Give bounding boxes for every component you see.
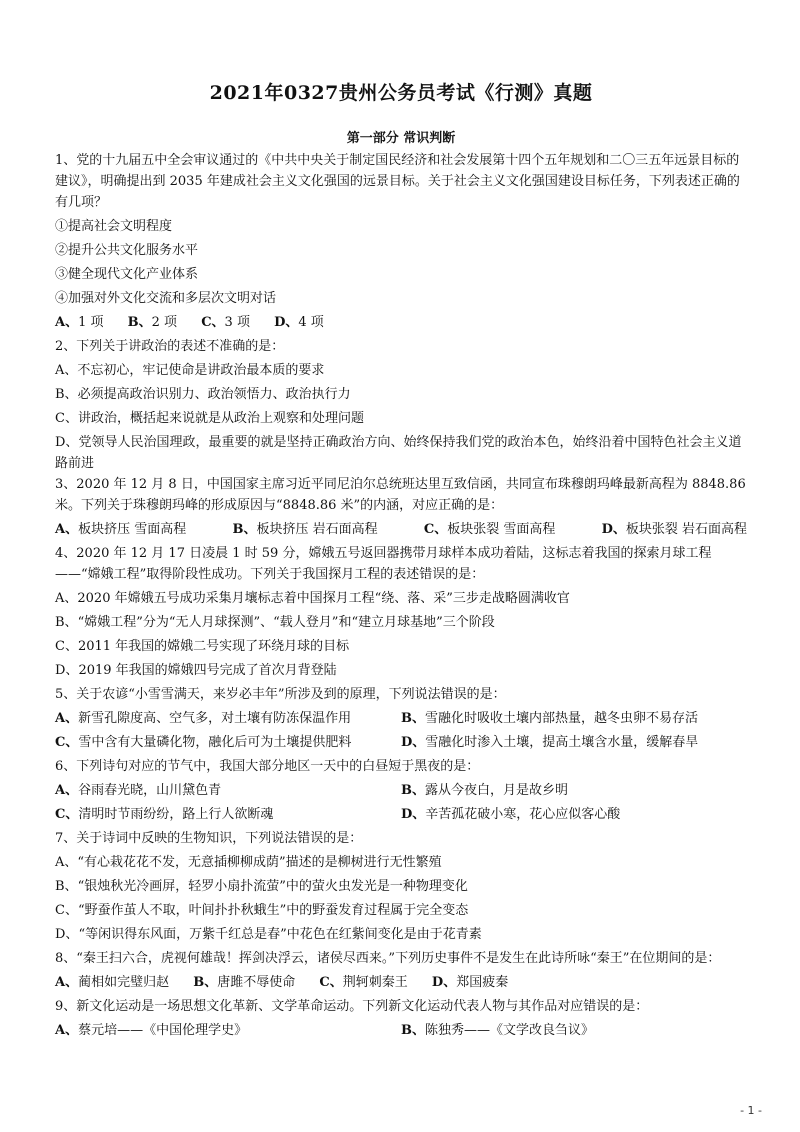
question-1-item-4: ④加强对外文化交流和多层次文明对话 — [55, 291, 277, 306]
option-text: 党领导人民治国理政，最重要的就是坚持正确政治方向、始终保持我们党的政治本色，始终沿着中国特色社会主义道路前进 — [55, 435, 742, 471]
question-5-option-b — [401, 708, 747, 729]
option-key: A、 — [55, 975, 79, 990]
option-text: 4 项 — [298, 315, 324, 330]
option-key: A、 — [55, 363, 78, 378]
section-title: 第一部分 常识判断 — [346, 131, 456, 146]
question-4-stem: 4、2020 年 12 月 17 日凌晨 1 时 59 分，嫦娥五号返回器携带月球样本成功着陆，这标志着我国的探索月球工程——“嫦娥工程”取得阶段性成功。下列关于我国探月工程的表述错误的是： — [55, 546, 712, 582]
option-key: B、 — [55, 879, 78, 894]
option-text: 新雪孔隙度高、空气多，对土壤有防冻保温作用 — [78, 711, 352, 726]
question-1-options — [55, 312, 747, 333]
question-8-option-d — [432, 972, 508, 993]
option-text: 露从今夜白，月是故乡明 — [425, 783, 569, 798]
option-key: D、 — [55, 435, 79, 450]
question-7-option-a — [55, 852, 747, 873]
question-6-option-d — [401, 804, 747, 825]
question-3-stem: 3、2020 年 12 月 8 日，中国国家主席习近平同尼泊尔总统班达里互致信函，共同宣布珠穆朗玛峰最新高程为 8848.86 米。下列关于珠穆朗玛峰的形成原因与“8848.86 米”的内涵，对应正确的是： — [55, 477, 746, 513]
question-2-option-d — [55, 432, 747, 474]
question-1-option-d — [274, 312, 324, 333]
question-7-option-c — [55, 900, 747, 921]
question-6-options-row-2 — [55, 804, 747, 825]
option-text: 不忘初心，牢记使命是讲政治最本质的要求 — [77, 363, 325, 378]
document-title: 2021年0327贵州公务员考试《行测》真题 — [209, 82, 593, 104]
question-2-stem: 2、下列关于讲政治的表述不准确的是： — [55, 339, 285, 354]
option-text: “有心栽花花不发，无意插柳柳成荫”描述的是柳树进行无性繁殖 — [77, 855, 442, 870]
option-key: D、 — [431, 975, 457, 990]
option-key: D、 — [274, 315, 299, 330]
option-text: 雪融化时吸收土壤内部热量，越冬虫卵不易存活 — [425, 711, 699, 726]
question-3-option-a — [55, 519, 186, 540]
question-6-option-b — [401, 780, 747, 801]
question-1-item-1: ①提高社会文明程度 — [55, 219, 173, 234]
option-key: A、 — [55, 783, 79, 798]
option-key: D、 — [601, 522, 626, 537]
option-text: 板块挤压 岩石面高程 — [256, 522, 378, 537]
option-key: D、 — [401, 735, 426, 750]
question-2-option-c — [55, 408, 747, 429]
option-text: 2011 年我国的嫦娥二号实现了环绕月球的目标 — [77, 639, 350, 654]
question-5-option-d — [401, 732, 747, 753]
option-key: C、 — [55, 639, 78, 654]
option-key: B、 — [232, 522, 257, 537]
question-8-option-c — [319, 972, 407, 993]
option-key: B、 — [127, 315, 152, 330]
question-6-options-row-1 — [55, 780, 747, 801]
question-1-option-c — [201, 312, 250, 333]
question-9-option-b — [401, 1020, 747, 1041]
option-text: 讲政治，概括起来说就是从政治上观察和处理问题 — [77, 411, 364, 426]
option-key: A、 — [55, 855, 78, 870]
question-8-option-b — [193, 972, 295, 993]
option-text: 唐雎不辱使命 — [217, 975, 296, 990]
option-key: C、 — [423, 522, 448, 537]
option-key: B、 — [401, 711, 425, 726]
question-5-options-row-2 — [55, 732, 747, 753]
option-text: 板块挤压 雪面高程 — [78, 522, 187, 537]
option-text: 蔺相如完璧归赵 — [78, 975, 170, 990]
option-key: A、 — [55, 315, 79, 330]
document-page — [55, 78, 747, 1044]
question-8-options — [55, 972, 747, 993]
option-text: 3 项 — [224, 315, 250, 330]
option-text: 荆轲刺秦王 — [342, 975, 408, 990]
option-key: A、 — [55, 711, 79, 726]
question-5-options-row-1 — [55, 708, 747, 729]
option-text: “嫦娥工程”分为“无人月球探测”、“载人登月”和“建立月球基地”三个阶段 — [77, 615, 495, 630]
question-5-option-a — [55, 708, 401, 729]
option-text: 雪融化时渗入土壤，提高土壤含水量，缓解春旱 — [425, 735, 699, 750]
option-key: B、 — [193, 975, 218, 990]
question-6-option-c — [55, 804, 401, 825]
option-key: D、 — [401, 807, 426, 822]
question-3-option-c — [424, 519, 556, 540]
question-8-option-a — [55, 972, 169, 993]
option-key: A、 — [55, 591, 78, 606]
option-key: D、 — [55, 927, 79, 942]
option-text: “银烛秋光冷画屏，轻罗小扇扑流萤”中的萤火虫发光是一种物理变化 — [77, 879, 468, 894]
question-5-option-c — [55, 732, 401, 753]
question-1-option-a — [55, 312, 104, 333]
question-6-stem: 6、下列诗句对应的节气中，我国大部分地区一天中的白昼短于黑夜的是： — [55, 759, 480, 774]
question-8-stem: 8、“秦王扫六合，虎视何雄哉！挥剑决浮云，诸侯尽西来。”下列历史事件不是发生在此诗所咏“秦王”在位期间的是： — [55, 951, 721, 966]
question-9-stem: 9、新文化运动是一场思想文化革新、文学革命运动。下列新文化运动代表人物与其作品对应错误的是： — [55, 999, 649, 1014]
question-1-item-2: ②提升公共文化服务水平 — [55, 243, 199, 258]
option-text: 2019 年我国的嫦娥四号完成了首次月背登陆 — [78, 663, 337, 678]
option-text: 2 项 — [151, 315, 178, 330]
question-4-option-a — [55, 588, 747, 609]
question-1-stem: 1、党的十九届五中全会审议通过的《中共中央关于制定国民经济和社会发展第十四个五年规划和二〇三五年远景目标的建议》，明确提出到 2035 年建成社会主义文化强国的远景目标。关于社会主义文化强国建设目标任务，下列表述正确的有几项？ — [55, 153, 740, 210]
page-number: - 1 - — [740, 1104, 762, 1117]
question-1-item-3: ③健全现代文化产业体系 — [55, 267, 199, 282]
question-4-option-c — [55, 636, 747, 657]
option-key: C、 — [55, 807, 79, 822]
question-2-option-a — [55, 360, 747, 381]
option-text: 陈独秀——《文学改良刍议》 — [425, 1023, 595, 1038]
question-9-options — [55, 1020, 747, 1041]
option-text: 蔡元培——《中国伦理学史》 — [78, 1023, 248, 1038]
question-1-option-b — [128, 312, 177, 333]
option-text: 必须提高政治识别力、政治领悟力、政治执行力 — [77, 387, 351, 402]
option-text: 清明时节雨纷纷，路上行人欲断魂 — [78, 807, 274, 822]
option-text: 1 项 — [78, 315, 104, 330]
question-2-option-b — [55, 384, 747, 405]
question-3-option-d — [602, 519, 747, 540]
question-9-option-a — [55, 1020, 401, 1041]
question-3-option-b — [232, 519, 377, 540]
option-key: B、 — [401, 1023, 425, 1038]
option-text: “等闲识得东风面，万紫千红总是春”中花色在红紫间变化是由于花青素 — [78, 927, 482, 942]
option-text: “野蚕作茧人不取，叶间扑扑秋蛾生”中的野蚕发育过程属于完全变态 — [77, 903, 469, 918]
option-key: C、 — [55, 735, 79, 750]
option-key: B、 — [401, 783, 425, 798]
question-4-option-b — [55, 612, 747, 633]
option-key: B、 — [55, 387, 78, 402]
option-key: C、 — [55, 903, 78, 918]
question-4-option-d — [55, 660, 747, 681]
option-key: B、 — [55, 615, 78, 630]
question-7-option-d — [55, 924, 747, 945]
question-7-option-b — [55, 876, 747, 897]
option-text: 雪中含有大量磷化物，融化后可为土壤提供肥料 — [78, 735, 352, 750]
question-5-stem: 5、关于农谚“小雪雪满天，来岁必丰年”所涉及到的原理，下列说法错误的是： — [55, 687, 506, 702]
option-key: D、 — [55, 663, 79, 678]
question-6-option-a — [55, 780, 401, 801]
option-key: C、 — [319, 975, 343, 990]
question-7-stem: 7、关于诗词中反映的生物知识，下列说法错误的是： — [55, 831, 363, 846]
option-key: A、 — [55, 522, 79, 537]
option-text: 2020 年嫦娥五号成功采集月壤标志着中国探月工程“绕、落、采”三步走战略圆满收官 — [77, 591, 570, 606]
option-text: 郑国疲秦 — [456, 975, 509, 990]
question-3-options — [55, 519, 747, 540]
option-key: C、 — [55, 411, 78, 426]
option-key: C、 — [201, 315, 225, 330]
option-text: 板块张裂 岩石面高程 — [625, 522, 747, 537]
option-text: 辛苦孤花破小寒，花心应似客心酸 — [425, 807, 621, 822]
option-key: A、 — [55, 1023, 79, 1038]
option-text: 板块张裂 雪面高程 — [447, 522, 556, 537]
option-text: 谷雨春光晓，山川黛色青 — [78, 783, 222, 798]
